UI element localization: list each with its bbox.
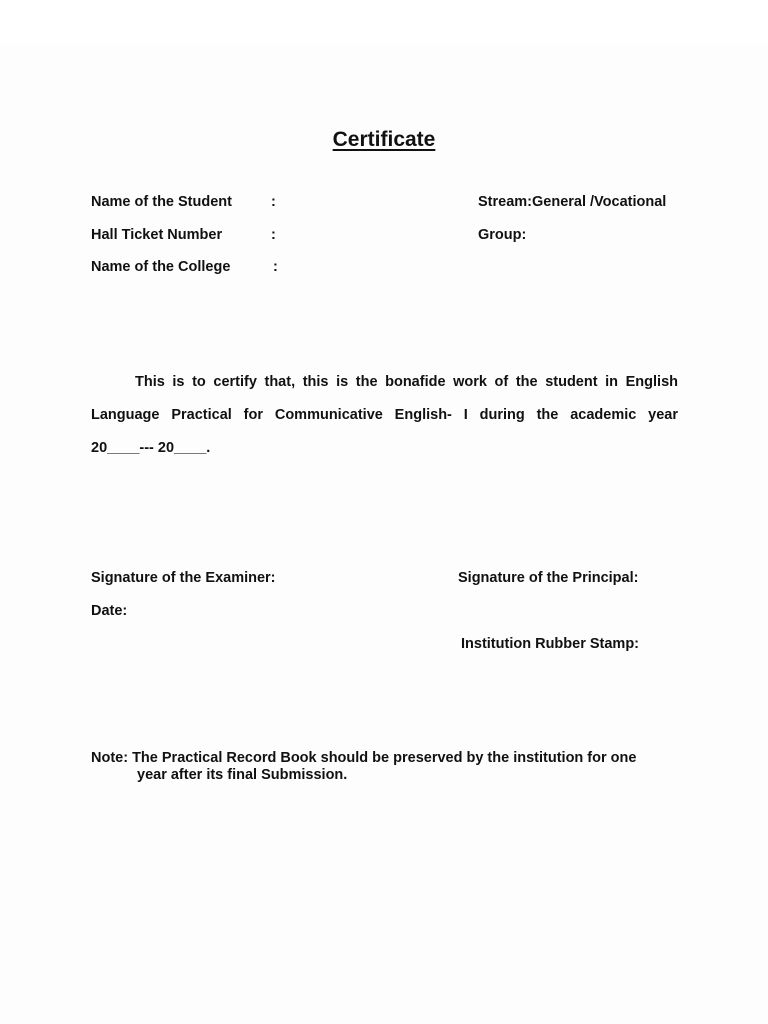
group-label: Group: [478, 227, 527, 243]
note-block [91, 750, 691, 784]
document-page [0, 44, 768, 1024]
certification-line-1: This is to certify that, this is the bonafide work of the student in English [135, 374, 678, 390]
note-line-1: Note: The Practical Record Book should be preserved by the institution for one [91, 750, 637, 766]
student-name-colon: : [271, 194, 276, 210]
note-line-2: year after its final Submission. [137, 767, 348, 783]
hall-ticket-label: Hall Ticket Number [91, 227, 223, 243]
certification-line-2: Language Practical for Communicative English- I during the academic year [91, 407, 678, 423]
certificate-title: Certificate [332, 128, 436, 151]
student-name-label: Name of the Student [91, 194, 232, 210]
hall-ticket-colon: : [271, 227, 276, 243]
certification-line-3: 20____--- 20____. [91, 440, 211, 456]
examiner-signature-label: Signature of the Examiner: [91, 570, 276, 586]
principal-signature-label: Signature of the Principal: [458, 570, 639, 586]
college-name-colon: : [273, 259, 278, 275]
rubber-stamp-label: Institution Rubber Stamp: [461, 636, 640, 652]
college-name-label: Name of the College [91, 259, 231, 275]
stream-label: Stream:General /Vocational [478, 194, 667, 210]
date-label: Date: [91, 603, 128, 619]
